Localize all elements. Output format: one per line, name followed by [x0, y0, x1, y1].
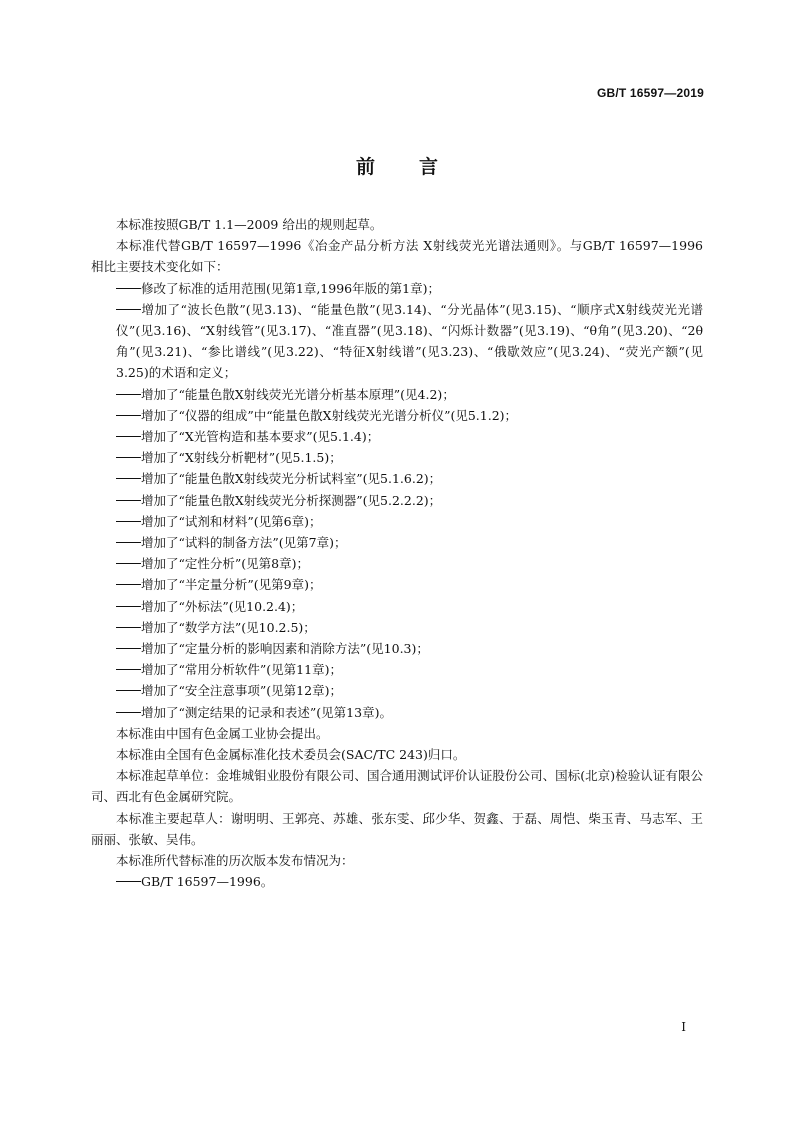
dash-mark	[116, 669, 141, 670]
dash-mark	[116, 690, 141, 691]
foreword-body	[91, 214, 703, 893]
dash-mark	[116, 584, 141, 585]
paragraph-proposed-by: 本标准由中国有色金属工业协会提出。	[116, 725, 329, 741]
change-item: 增加了“能量色散X射线荧光分析探测器”(见5.2.2.2)；	[91, 490, 703, 511]
dash-mark	[116, 309, 141, 310]
standard-code: GB/T 16597—2019	[596, 86, 704, 100]
dash-mark	[116, 436, 141, 437]
dash-mark	[116, 415, 141, 416]
change-item: 增加了“试剂和材料”(见第6章)；	[91, 511, 703, 532]
change-item: 增加了“定性分析”(见第8章)；	[91, 553, 703, 574]
paragraph-drafters: 本标准主要起草人：谢明明、王郭亮、苏雄、张东雯、邱少华、贺鑫、于磊、周恺、柴玉青、马志军、王丽丽、张敏、吴伟。	[91, 810, 703, 847]
paragraph-history-intro: 本标准所代替标准的历次版本发布情况为：	[116, 853, 354, 869]
change-item: 增加了“波长色散”(见3.13)、“能量色散”(见3.14)、“分光晶体”(见3.15)、“顺序式X射线荧光光谱仪”(见3.16)、“X射线管”(见3.17)、“准直器”(见3.18)、“闪烁计数器”(见3.19)、“θ角”(见3.20)、“2θ角”(见3.21)、“参比谱线”(见3.22)、“特征X射线谱”(见3.23)、“俄歇效应”(见3.24)、“荧光产额”(见3.25)的术语和定义；	[116, 301, 703, 381]
dash-mark	[116, 712, 141, 713]
dash-mark	[116, 627, 141, 628]
change-item: 增加了“定量分析的影响因素和消除方法”(见10.3)；	[91, 638, 703, 659]
dash-mark	[116, 563, 141, 564]
dash-mark	[116, 457, 141, 458]
change-item: 增加了“数学方法”(见10.2.5)；	[91, 617, 703, 638]
dash-mark	[116, 394, 141, 395]
paragraph-drafting-rules: 本标准按照GB/T 1.1—2009 给出的规则起草。	[116, 217, 383, 232]
change-item: 增加了“试料的制备方法”(见第7章)；	[91, 532, 703, 553]
dash-mark	[116, 521, 141, 522]
change-item: 增加了“X射线分析靶材”(见5.1.5)；	[91, 447, 703, 468]
change-list	[91, 278, 703, 723]
dash-mark	[116, 606, 141, 607]
change-item: 增加了“仪器的组成”中“能量色散X射线荧光光谱分析仪”(见5.1.2)；	[91, 405, 703, 426]
change-item: 增加了“安全注意事项”(见第12章)；	[91, 680, 703, 701]
paragraph-replaces: 本标准代替GB/T 16597—1996《冶金产品分析方法 X射线荧光光谱法通则》。与GB/T 16597—1996 相比主要技术变化如下：	[91, 238, 703, 275]
dash-mark	[116, 478, 141, 479]
history-list	[91, 871, 703, 892]
change-item: 增加了“能量色散X射线荧光分析试料室”(见5.1.6.2)；	[91, 468, 703, 489]
dash-mark	[116, 881, 141, 882]
dash-mark	[116, 648, 141, 649]
change-item: 增加了“能量色散X射线荧光光谱分析基本原理”(见4.2)；	[91, 384, 703, 405]
change-item: 增加了“X光管构造和基本要求”(见5.1.4)；	[91, 426, 703, 447]
history-item: GB/T 16597—1996。	[91, 871, 703, 892]
dash-mark	[116, 542, 141, 543]
change-item: 增加了“测定结果的记录和表述”(见第13章)。	[91, 702, 703, 723]
page-title: 前言	[355, 156, 482, 178]
paragraph-managed-by: 本标准由全国有色金属标准化技术委员会(SAC/TC 243)归口。	[116, 747, 466, 763]
change-item: 增加了“常用分析软件”(见第11章)；	[91, 659, 703, 680]
dash-mark	[116, 288, 141, 289]
page-number: I	[681, 1020, 686, 1034]
dash-mark	[116, 500, 141, 501]
paragraph-drafting-units: 本标准起草单位：金堆城钼业股份有限公司、国合通用测试评价认证股份公司、国标(北京)检验认证有限公司、西北有色金属研究院。	[91, 768, 703, 805]
change-item: 增加了“外标法”(见10.2.4)；	[91, 596, 703, 617]
change-item: 增加了“半定量分析”(见第9章)；	[91, 574, 703, 595]
change-item: 修改了标准的适用范围(见第1章,1996年版的第1章)；	[91, 278, 703, 299]
